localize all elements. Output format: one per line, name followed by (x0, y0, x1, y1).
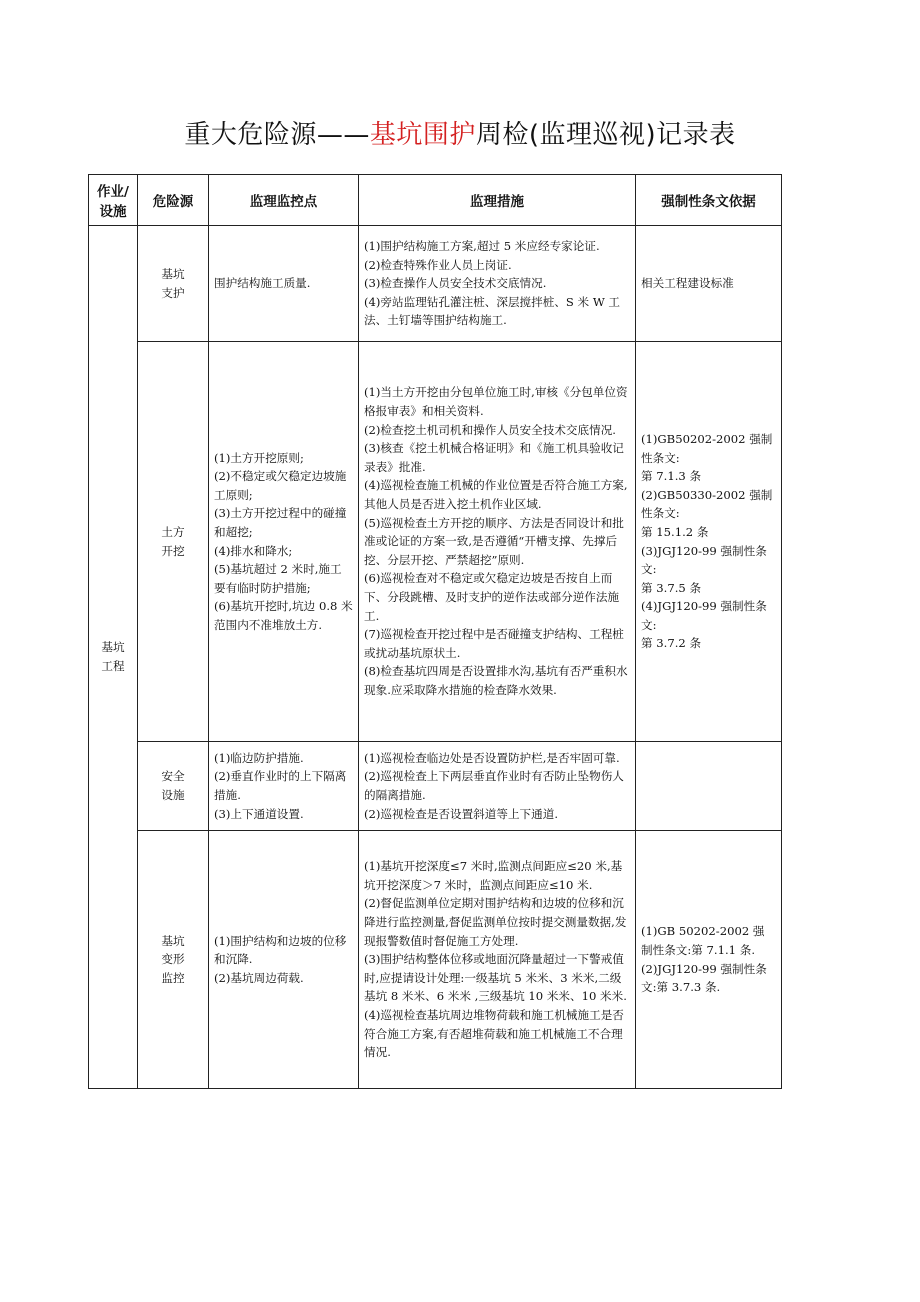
title-prefix: 重大危险源—— (184, 120, 370, 150)
measure-item: (8)检查基坑四周是否设置排水沟,基坑有否严重积水现象.应采取降水措施的检查降水效果. (364, 664, 628, 697)
basis-item: (2)JGJ120-99 强制性条文:第 3.7.3 条. (641, 961, 767, 995)
facility-cell: 基坑工程 (89, 226, 138, 1089)
header-basis: 强制性条文依据 (636, 175, 782, 226)
basis-cell (636, 226, 782, 342)
measure-item: (2)巡视检查上下两层垂直作业时有否防止坠物伤人的隔离措施. (364, 769, 624, 802)
hazard-cell: 基坑支护 (138, 226, 209, 342)
measure-item: (1)当土方开挖由分包单位施工时,审核《分包单位资格报审表》和相关资料. (364, 385, 628, 419)
title-suffix: 周检(监理巡视)记录表 (475, 120, 736, 150)
basis-cell (636, 742, 782, 831)
measure-item: (1)巡视检查临边处是否设置防护栏,是否牢固可靠. (364, 750, 620, 765)
measure-item: (2)检查特殊作业人员上岗证. (364, 257, 512, 272)
control-point-item: (4)排水和降水; (214, 543, 293, 558)
control-point-item: (6)基坑开挖时,坑边 0.8 米范围内不准堆放土方. (214, 599, 353, 632)
basis-item: (1)GB 50202-2002 强制性条文:第 7.1.1 条. (641, 924, 765, 957)
measures-cell (359, 342, 636, 742)
header-hazard: 危险源 (138, 175, 209, 226)
measure-item: (2)巡视检查是否设置斜道等上下通道. (364, 806, 559, 821)
measure-item: (4)巡视检查基坑周边堆物荷载和施工机械施工是否符合施工方案,有否超堆荷载和施工机械施工不合理情况. (364, 1007, 624, 1060)
page-title (0, 114, 920, 151)
measure-item: (2)检查挖土机司机和操作人员安全技术交底情况. (364, 422, 616, 437)
basis-item: 第 7.1.3 条 (641, 469, 702, 484)
header-control-point: 监理监控点 (209, 175, 359, 226)
basis-cell (636, 831, 782, 1089)
control-point-item: (1)围护结构和边坡的位移和沉降. (214, 933, 347, 967)
basis-item: 第 3.7.2 条 (641, 636, 702, 651)
control-point-cell (209, 742, 359, 831)
basis-item: (2)GB50330-2002 强制性条文: (641, 487, 773, 521)
measure-item: (2)督促监测单位定期对围护结构和边坡的位移和沉降进行监控测量,督促监测单位按时提交测量数据,发现报警数值时督促施工方处理. (364, 896, 627, 948)
header-measures: 监理措施 (359, 175, 636, 226)
hazard-cell: 安全设施 (138, 742, 209, 831)
control-point-item: (2)垂直作业时的上下隔离措施. (214, 769, 347, 802)
basis-item: (1)GB50202-2002 强制性条文: (641, 431, 773, 465)
measure-item: (4)旁站监理钻孔灌注桩、深层搅拌桩、S 米 W 工法、土钉墙等围护结构施工. (364, 294, 621, 328)
table-row (89, 342, 782, 742)
inspection-record-table (88, 174, 782, 1089)
table-header-row (89, 175, 782, 226)
control-point-item: (1)临边防护措施. (214, 750, 304, 765)
measures-cell (359, 831, 636, 1089)
basis-item: 第 15.1.2 条 (641, 524, 709, 539)
table-row (89, 742, 782, 831)
table-row (89, 831, 782, 1089)
hazard-cell: 基坑变形监控 (138, 831, 209, 1089)
measure-item: (3)核查《挖土机械合格证明》和《施工机具验收记录表》批准. (364, 441, 624, 474)
control-point-item: 围护结构施工质量. (214, 276, 311, 291)
control-point-cell (209, 226, 359, 342)
measure-item: (3)围护结构整体位移或地面沉降量超过一下警戒值时,应提请设计处理:一级基坑 5 米米、3 米米,二级基坑 8 米米、6 米米 ,三级基坑 10 米米、10 米米. (364, 952, 627, 1004)
control-point-cell (209, 342, 359, 742)
control-point-item: (3)土方开挖过程中的碰撞和超挖; (214, 506, 347, 539)
basis-cell (636, 342, 782, 742)
control-point-item: (2)基坑周边荷载. (214, 970, 304, 985)
title-highlight: 基坑围护 (369, 120, 476, 150)
measure-item: (1)围护结构施工方案,超过 5 米应经专家论证. (364, 239, 600, 254)
control-point-item: (5)基坑超过 2 米时,施工要有临时防护措施; (214, 562, 342, 595)
table-row (89, 226, 782, 342)
control-point-item: (3)上下通道设置. (214, 806, 304, 821)
basis-item: (4)JGJ120-99 强制性条文: (641, 599, 767, 632)
measure-item: (4)巡视检查施工机械的作业位置是否符合施工方案,其他人员是否进入挖土机作业区域. (364, 478, 628, 512)
measure-item: (6)巡视检查对不稳定或欠稳定边坡是否按自上而下、分段跳槽、及时支护的逆作法或部分逆作法施工. (364, 571, 620, 623)
control-point-item: (1)土方开挖原则; (214, 450, 304, 465)
measures-cell (359, 742, 636, 831)
measure-item: (3)检查操作人员安全技术交底情况. (364, 276, 547, 291)
hazard-cell: 土方开挖 (138, 342, 209, 742)
measure-item: (5)巡视检查土方开挖的顺序、方法是否同设计和批准或论证的方案一致,是否遵循“开槽支撑、先撑后挖、分层开挖、严禁超挖”原则. (364, 515, 624, 567)
measure-item: (1)基坑开挖深度≤7 米时,监测点间距应≤20 米,基坑开挖深度＞7 米时，监测点间距应≤10 米. (364, 859, 623, 892)
header-facility: 作业/设施 (89, 175, 138, 226)
control-point-cell (209, 831, 359, 1089)
measures-cell (359, 226, 636, 342)
basis-item: (3)JGJ120-99 强制性条文: (641, 543, 767, 577)
measure-item: (7)巡视检查开挖过程中是否碰撞支护结构、工程桩或扰动基坑原状土. (364, 627, 624, 660)
control-point-item: (2)不稳定或欠稳定边坡施工原则; (214, 469, 347, 502)
basis-item: 第 3.7.5 条 (641, 580, 702, 595)
basis-item: 相关工程建设标准 (641, 276, 734, 291)
